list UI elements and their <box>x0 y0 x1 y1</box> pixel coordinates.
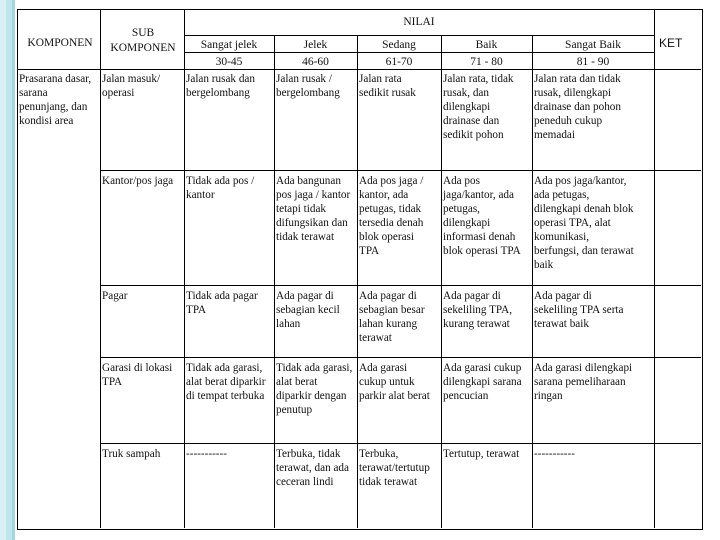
grid-line <box>100 285 701 286</box>
header-nilai: NILAI <box>403 16 435 28</box>
sub-komponen-cell: Truk sampah <box>102 448 161 460</box>
header-sub-komponen: SUB KOMPONEN <box>110 27 176 54</box>
header-ket: KET <box>659 36 683 50</box>
level-range: 46-60 <box>302 56 329 68</box>
header-komponen: KOMPONEN <box>27 37 93 49</box>
level-range: 61-70 <box>385 56 413 68</box>
table-cell: ----------- <box>186 448 227 460</box>
grid-line <box>654 9 655 528</box>
table-cell: Jalan rata, tidak rusak, dan dilengkapi drainase dan sedikit pohon <box>443 73 514 141</box>
table-cell: Ada garasi cukup untuk parkir alat berat <box>359 362 430 402</box>
grid-line <box>100 9 101 528</box>
grid-line <box>100 443 701 444</box>
level-label: Sangat Baik <box>565 39 621 51</box>
table-cell: Ada garasi dilengkapi sarana pemeliharaan ringan <box>534 362 633 402</box>
grid-line <box>184 52 654 53</box>
level-label: Sangat jelek <box>200 39 258 51</box>
table-cell: Ada bangunan pos jaga / kantor tetapi tidak difungsikan dan tidak terawat <box>276 175 351 243</box>
grid-line <box>184 35 654 36</box>
grid-line <box>441 35 442 528</box>
table-cell: Ada pagar di sebagian besar lahan kurang terawat <box>359 290 425 344</box>
table-cell: Ada pos jaga/kantor, ada petugas, dilengkapi informasi denah blok operasi TPA <box>443 175 521 257</box>
sub-komponen-cell: Jalan masuk/ operasi <box>102 73 161 99</box>
level-label: Sedang <box>382 39 416 51</box>
grid-line <box>184 9 185 528</box>
table-cell: Tidak ada garasi, alat berat diparkir dengan penutup <box>276 362 353 416</box>
table-cell: Ada pos jaga/kantor, ada petugas, dilengkapi denah blok operasi TPA, alat komunikasi, berfungsi, dan terawat baik <box>534 175 634 271</box>
table-cell: Ada pagar di sebagian kecil lahan <box>276 290 340 330</box>
table-cell: Tidak ada pagar TPA <box>186 290 258 316</box>
table-cell: Tidak ada pos / kantor <box>186 175 255 201</box>
grid-line <box>17 69 701 70</box>
table-cell: Jalan rusak dan bergelombang <box>186 73 255 99</box>
table-cell: Ada pagar di sekeliling TPA serta terawat baik <box>534 290 624 330</box>
accent-bar <box>12 0 15 540</box>
level-range: 71 - 80 <box>470 56 503 68</box>
sub-komponen-cell: Pagar <box>102 290 128 302</box>
table-cell: Terbuka, tidak terawat, dan ada ceceran lindi <box>276 448 349 488</box>
table-cell: Ada garasi cukup dilengkapi sarana pencucian <box>443 362 522 402</box>
komponen-cell: Prasarana dasar, sarana penunjang, dan kondisi area <box>19 73 92 127</box>
table-cell: Jalan rusak / bergelombang <box>276 73 340 99</box>
table-cell: Terbuka, terawat/tertutup tidak terawat <box>359 448 430 488</box>
level-range: 30-45 <box>215 56 243 68</box>
sub-komponen-cell: Garasi di lokasi TPA <box>102 362 173 388</box>
grid-line <box>100 170 701 171</box>
grid-line <box>532 35 533 528</box>
table-cell: ----------- <box>534 448 575 460</box>
table-cell: Ada pagar di sekeliling TPA, kurang terawat <box>443 290 512 330</box>
grid-line <box>274 35 275 528</box>
level-range: 81 - 90 <box>576 56 610 68</box>
level-label: Jelek <box>303 39 328 51</box>
grid-line <box>100 357 701 358</box>
level-label: Baik <box>475 39 498 51</box>
table-cell: Tertutup, terawat <box>443 448 520 460</box>
table-cell: Tidak ada garasi, alat berat diparkir di tempat terbuka <box>186 362 266 402</box>
grid-line <box>357 35 358 528</box>
table-cell: Jalan rata dan tidak rusak, dilengkapi drainase dan pohon peneduh cukup memadai <box>534 73 621 141</box>
sub-komponen-cell: Kantor/pos jaga <box>102 175 174 187</box>
table-cell: Ada pos jaga / kantor, ada petugas, tidak tersedia denah blok operasi TPA <box>359 175 424 257</box>
table-cell: Jalan rata sedikit rusak <box>359 73 416 99</box>
